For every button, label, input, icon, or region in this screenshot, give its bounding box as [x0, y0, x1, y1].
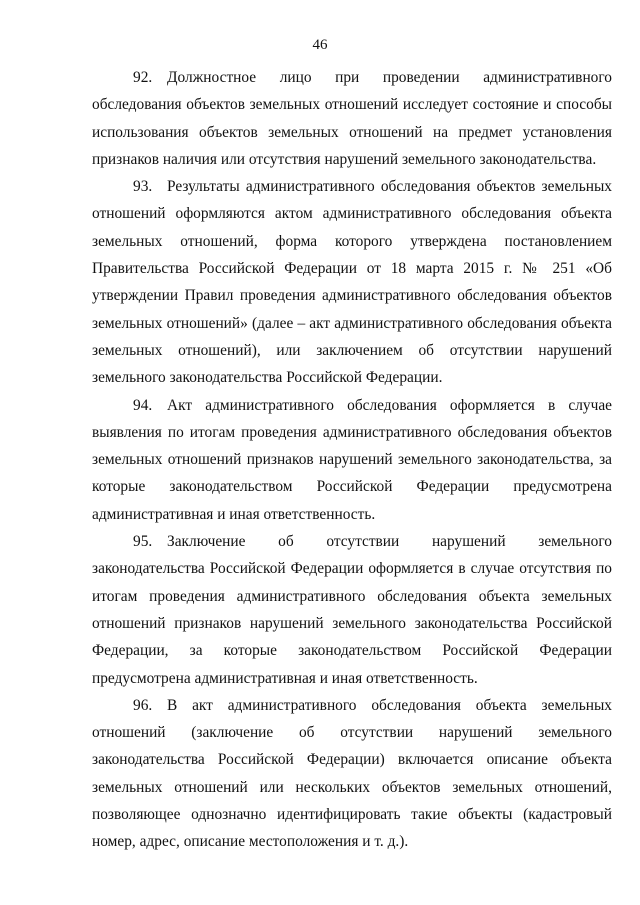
page-number: 46 — [312, 37, 328, 53]
paragraph-number: 96. — [133, 696, 153, 714]
paragraph-number: 95. — [133, 533, 153, 551]
paragraph-94 — [92, 392, 612, 528]
paragraph-number: 93. — [133, 178, 153, 196]
paragraph-number: 94. — [133, 396, 153, 414]
paragraph-text: Должностное лицо при проведении административного обследования объектов земельных отношений исследует состояние и способы использования объектов земельных отношений на предмет установления признаков наличия или отсутствия нарушений земельного законодательства. — [92, 69, 612, 168]
paragraph-93 — [92, 173, 612, 391]
paragraph-96 — [92, 692, 612, 856]
paragraph-number: 92. — [133, 69, 153, 86]
paragraph-text: В акт административного обследования объекта земельных отношений (заключение об отсутствии нарушений земельного законодательства Российской Федерации) включается описание объекта земельных отношений или нескольких объектов земельных отношений, позволяющее однозначно идентифицировать такие объекты (кадастровый номер, адрес, описание местоположения и т. д.). — [92, 696, 612, 851]
paragraph-92 — [92, 64, 612, 173]
paragraph-text: Результаты административного обследования объектов земельных отношений оформляются актом административного обследования объекта земельных отношений, форма которого утверждена постановлением Правительства Российской Федерации от 18 марта 2015 г. № 251 «Об утверждении Правил проведения административного обследования объектов земельных отношений» (далее – акт административного обследования объекта земельных отношений), или заключением об отсутствии нарушений земельного законодательства Российской Федерации. — [92, 178, 612, 387]
document-body — [92, 64, 612, 856]
paragraph-text: Заключение об отсутствии нарушений земельного законодательства Российской Федерации оформляется в случае отсутствия по итогам проведения административного обследования объекта земельных отношений признаков нарушений земельного законодательства Российской Федерации, за которые законодательством Российской Федерации предусмотрена административная и иная ответственность. — [92, 533, 612, 687]
paragraph-text: Акт административного обследования оформляется в случае выявления по итогам проведения административного обследования объектов земельных отношений признаков нарушений земельного законодательства, за которые законодательством Российской Федерации предусмотрена административная и иная ответственность. — [92, 396, 612, 523]
paragraph-95 — [92, 528, 612, 692]
